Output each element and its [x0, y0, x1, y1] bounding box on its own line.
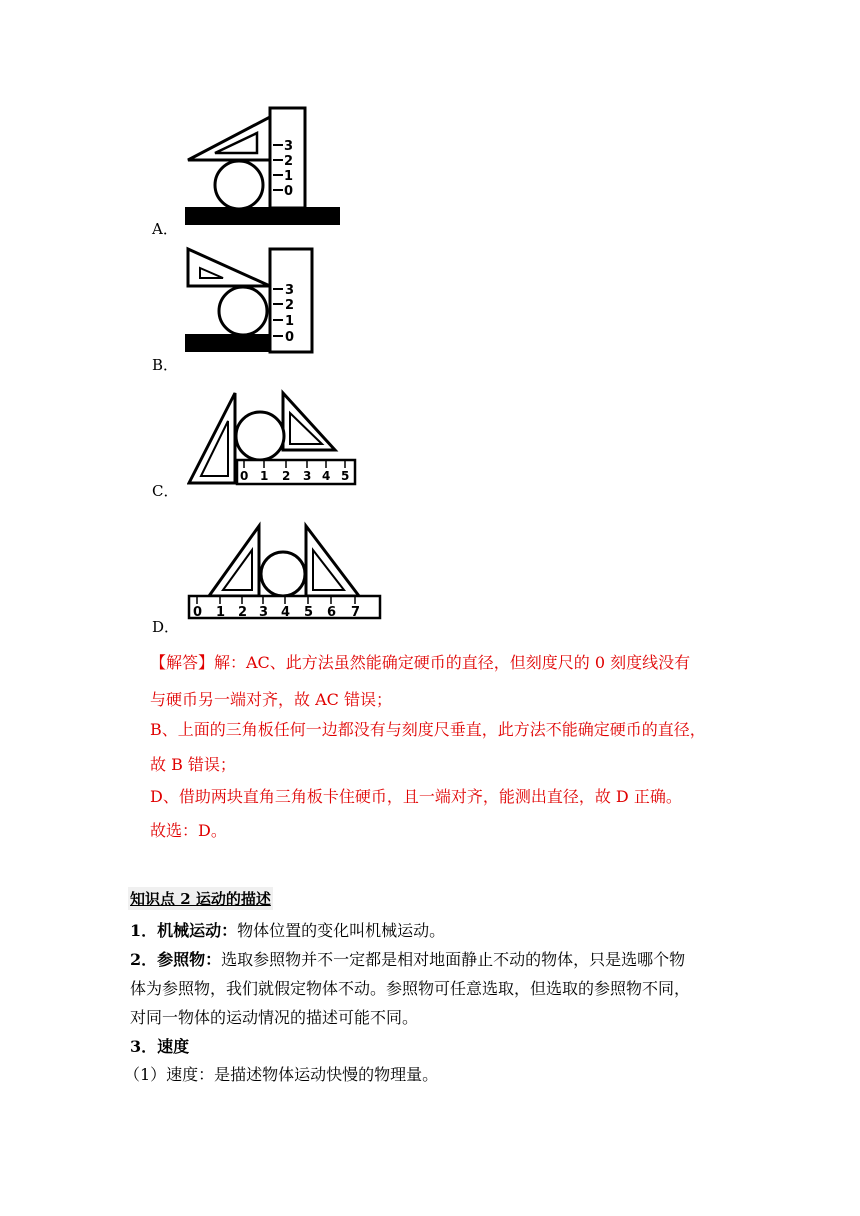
tick-label: 5: [304, 605, 314, 620]
item-2-label: 2．参照物：: [130, 950, 222, 969]
answer-line-4: 故 B 错误；: [150, 755, 236, 774]
answer-line-1: 【解答】解：AC、此方法虽然能确定硬币的直径，但刻度尺的 0 刻度线没有: [150, 653, 691, 672]
item-1-label: 1．机械运动：: [130, 921, 238, 940]
tick-label: 0: [284, 184, 294, 199]
tick-label: 0: [193, 605, 203, 620]
figure-b: [185, 246, 320, 358]
tick-label: 3: [285, 283, 295, 298]
answer-line-6: 故选：D。: [150, 821, 227, 840]
item-3-label: 3．速度: [130, 1037, 190, 1056]
tick-label: 1: [285, 314, 295, 329]
answer-line-5: D、借助两块直角三角板卡住硬币，且一端对齐，能测出直径，故 D 正确。: [150, 787, 682, 806]
tick-label: 6: [327, 605, 337, 620]
answer-line-3: B、上面的三角板任何一边都没有与刻度尺垂直，此方法不能确定硬币的直径，: [150, 720, 706, 739]
item-3: [130, 1034, 189, 1057]
tick-label: 4: [322, 469, 331, 483]
tick-label: 2: [238, 605, 248, 620]
item-2: [130, 947, 685, 970]
tick-label: 7: [351, 605, 361, 620]
tick-label: 0: [240, 469, 249, 483]
tick-label: 5: [341, 469, 350, 483]
option-b-label: B．: [152, 356, 179, 374]
tick-label: 2: [285, 298, 295, 313]
tick-label: 3: [284, 139, 294, 154]
tick-label: 1: [216, 605, 226, 620]
tick-label: 0: [285, 330, 295, 345]
tick-label: 4: [281, 605, 291, 620]
item-1-text: 物体位置的变化叫机械运动。: [237, 921, 446, 940]
option-d-label: D．: [152, 618, 180, 636]
option-a-label: A．: [152, 220, 178, 238]
option-c-label: C．: [152, 482, 179, 500]
item-2-text: 选取参照物并不一定都是相对地面静止不动的物体，只是选哪个物: [221, 950, 686, 969]
figure-d: [187, 520, 387, 622]
tick-label: 2: [284, 154, 294, 169]
tick-label: 2: [282, 469, 291, 483]
item-3-sub: （1）速度：是描述物体运动快慢的物理量。: [124, 1065, 439, 1084]
item-2-line-3: 对同一物体的运动情况的描述可能不同。: [130, 1008, 419, 1027]
figure-a: [185, 105, 345, 230]
section-title: 知识点 2 运动的描述: [128, 887, 273, 910]
item-1: [130, 918, 445, 941]
item-2-line-2: 体为参照物，我们就假定物体不动。参照物可任意选取，但选取的参照物不同，: [130, 979, 691, 998]
tick-label: 1: [260, 469, 269, 483]
tick-label: 1: [284, 169, 294, 184]
figure-c: [187, 388, 359, 488]
tick-label: 3: [259, 605, 269, 620]
answer-line-2: 与硬币另一端对齐，故 AC 错误；: [150, 690, 392, 709]
tick-label: 3: [303, 469, 312, 483]
